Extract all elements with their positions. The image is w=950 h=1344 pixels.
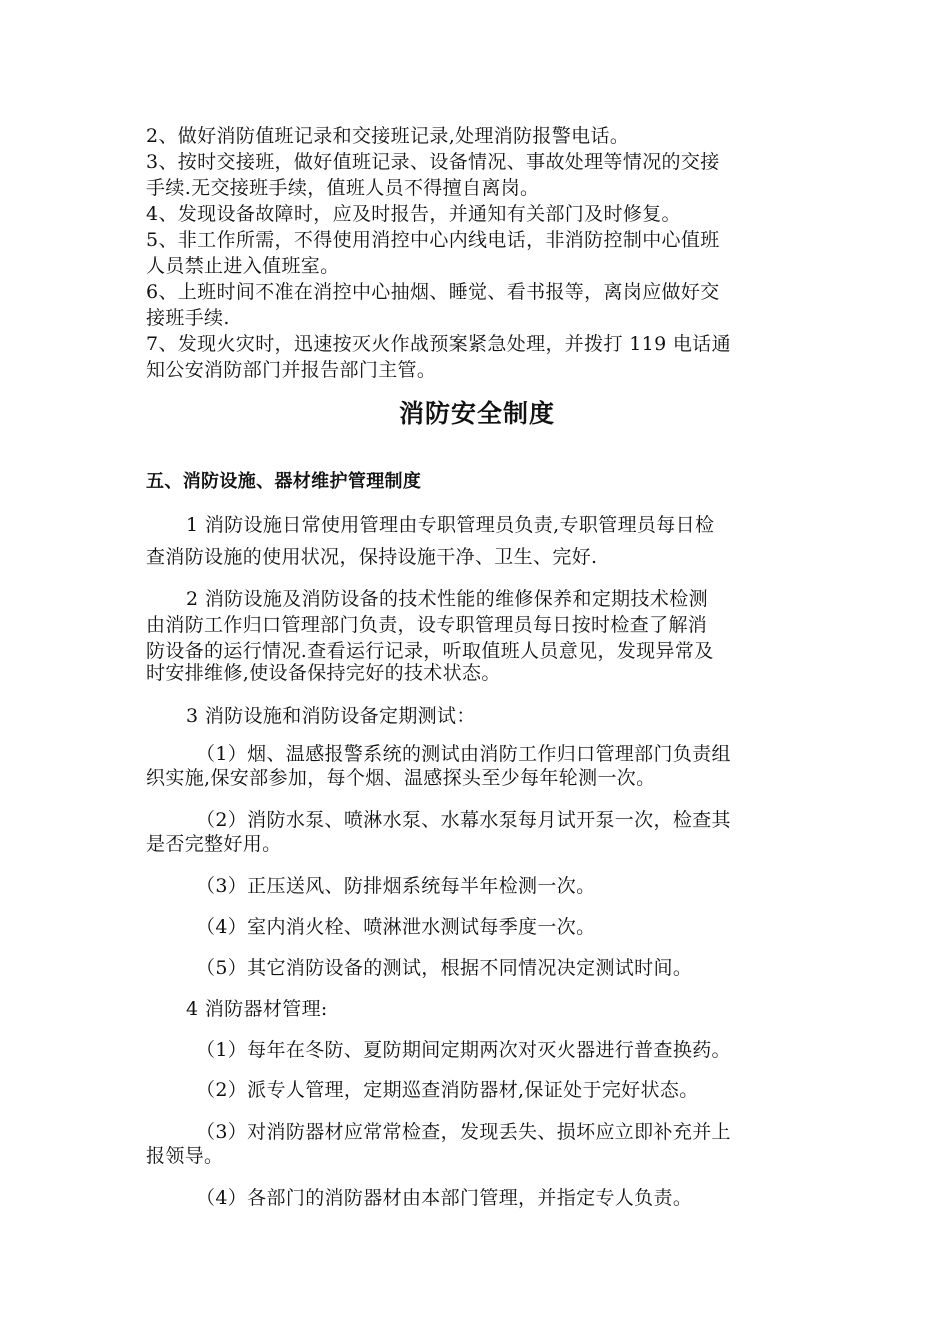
- duty-item-7-line-2: 知公安消防部门并报告部门主管。: [146, 359, 437, 381]
- equipment-item-3-line-1: （3）对消防器材应常常检查，发现丢失、损坏应立即补充并上: [196, 1121, 731, 1143]
- paragraph-1-line-2: 查消防设施的使用状况，保持设施干净、卫生、完好.: [146, 546, 598, 568]
- paragraph-2-line-2: 由消防工作归口管理部门负责，设专职管理员每日按时检查了解消: [146, 614, 708, 636]
- test-item-1-line-1: （1）烟、温感报警系统的测试由消防工作归口管理部门负责组: [196, 743, 731, 765]
- test-item-4: （4）室内消火栓、喷淋泄水测试每季度一次。: [196, 916, 596, 938]
- paragraph-1-line-1: 1 消防设施日常使用管理由专职管理员负责,专职管理员每日检: [186, 514, 715, 536]
- duty-item-3-line-1: 3、按时交接班，做好值班记录、设备情况、事故处理等情况的交接: [146, 151, 720, 173]
- test-item-3: （3）正压送风、防排烟系统每半年检测一次。: [196, 875, 596, 897]
- paragraph-2-line-1: 2 消防设施及消防设备的技术性能的维修保养和定期技术检测: [186, 588, 708, 610]
- paragraph-3-heading: 3 消防设施和消防设备定期测试：: [186, 705, 476, 727]
- duty-item-3-line-2: 手续.无交接班手续，值班人员不得擅自离岗。: [146, 177, 540, 199]
- duty-item-6-line-2: 接班手续.: [146, 307, 230, 329]
- test-item-2-line-1: （2）消防水泵、喷淋水泵、水幕水泵每月试开泵一次，检查其: [196, 809, 731, 831]
- test-item-5: （5）其它消防设备的测试，根据不同情况决定测试时间。: [196, 957, 693, 979]
- duty-item-6-line-1: 6、上班时间不准在消控中心抽烟、睡觉、看书报等，离岗应做好交: [146, 281, 720, 303]
- document-title: 消防安全制度: [398, 399, 555, 428]
- equipment-item-4: （4）各部门的消防器材由本部门管理，并指定专人负责。: [196, 1187, 693, 1209]
- duty-item-4: 4、发现设备故障时，应及时报告，并通知有关部门及时修复。: [146, 203, 681, 225]
- paragraph-2-line-4: 时安排维修,使设备保持完好的技术状态。: [146, 662, 501, 684]
- test-item-2-line-2: 是否完整好用。: [146, 833, 282, 855]
- equipment-item-3-line-2: 报领导。: [146, 1145, 224, 1167]
- duty-item-2: 2、做好消防值班记录和交接班记录,处理消防报警电话。: [146, 125, 630, 147]
- duty-item-5-line-1: 5、非工作所需，不得使用消控中心内线电话，非消防控制中心值班: [146, 229, 720, 251]
- equipment-item-2: （2）派专人管理，定期巡查消防器材,保证处于完好状态。: [196, 1079, 699, 1101]
- equipment-item-1: （1）每年在冬防、夏防期间定期两次对灭火器进行普查换药。: [196, 1039, 731, 1061]
- duty-item-5-line-2: 人员禁止进入值班室。: [146, 255, 340, 277]
- duty-item-7-line-1: 7、发现火灾时，迅速按灭火作战预案紧急处理，并拨打 119 电话通: [146, 333, 731, 355]
- paragraph-4-heading: 4 消防器材管理:: [186, 998, 328, 1020]
- test-item-1-line-2: 织实施,保安部参加，每个烟、温感探头至少每年轮测一次。: [146, 767, 656, 789]
- section-heading: 五、消防设施、器材维护管理制度: [146, 471, 422, 492]
- document-page: [146, 0, 808, 1344]
- paragraph-2-line-3: 防设备的运行情况.查看运行记录，听取值班人员意见，发现异常及: [146, 640, 714, 662]
